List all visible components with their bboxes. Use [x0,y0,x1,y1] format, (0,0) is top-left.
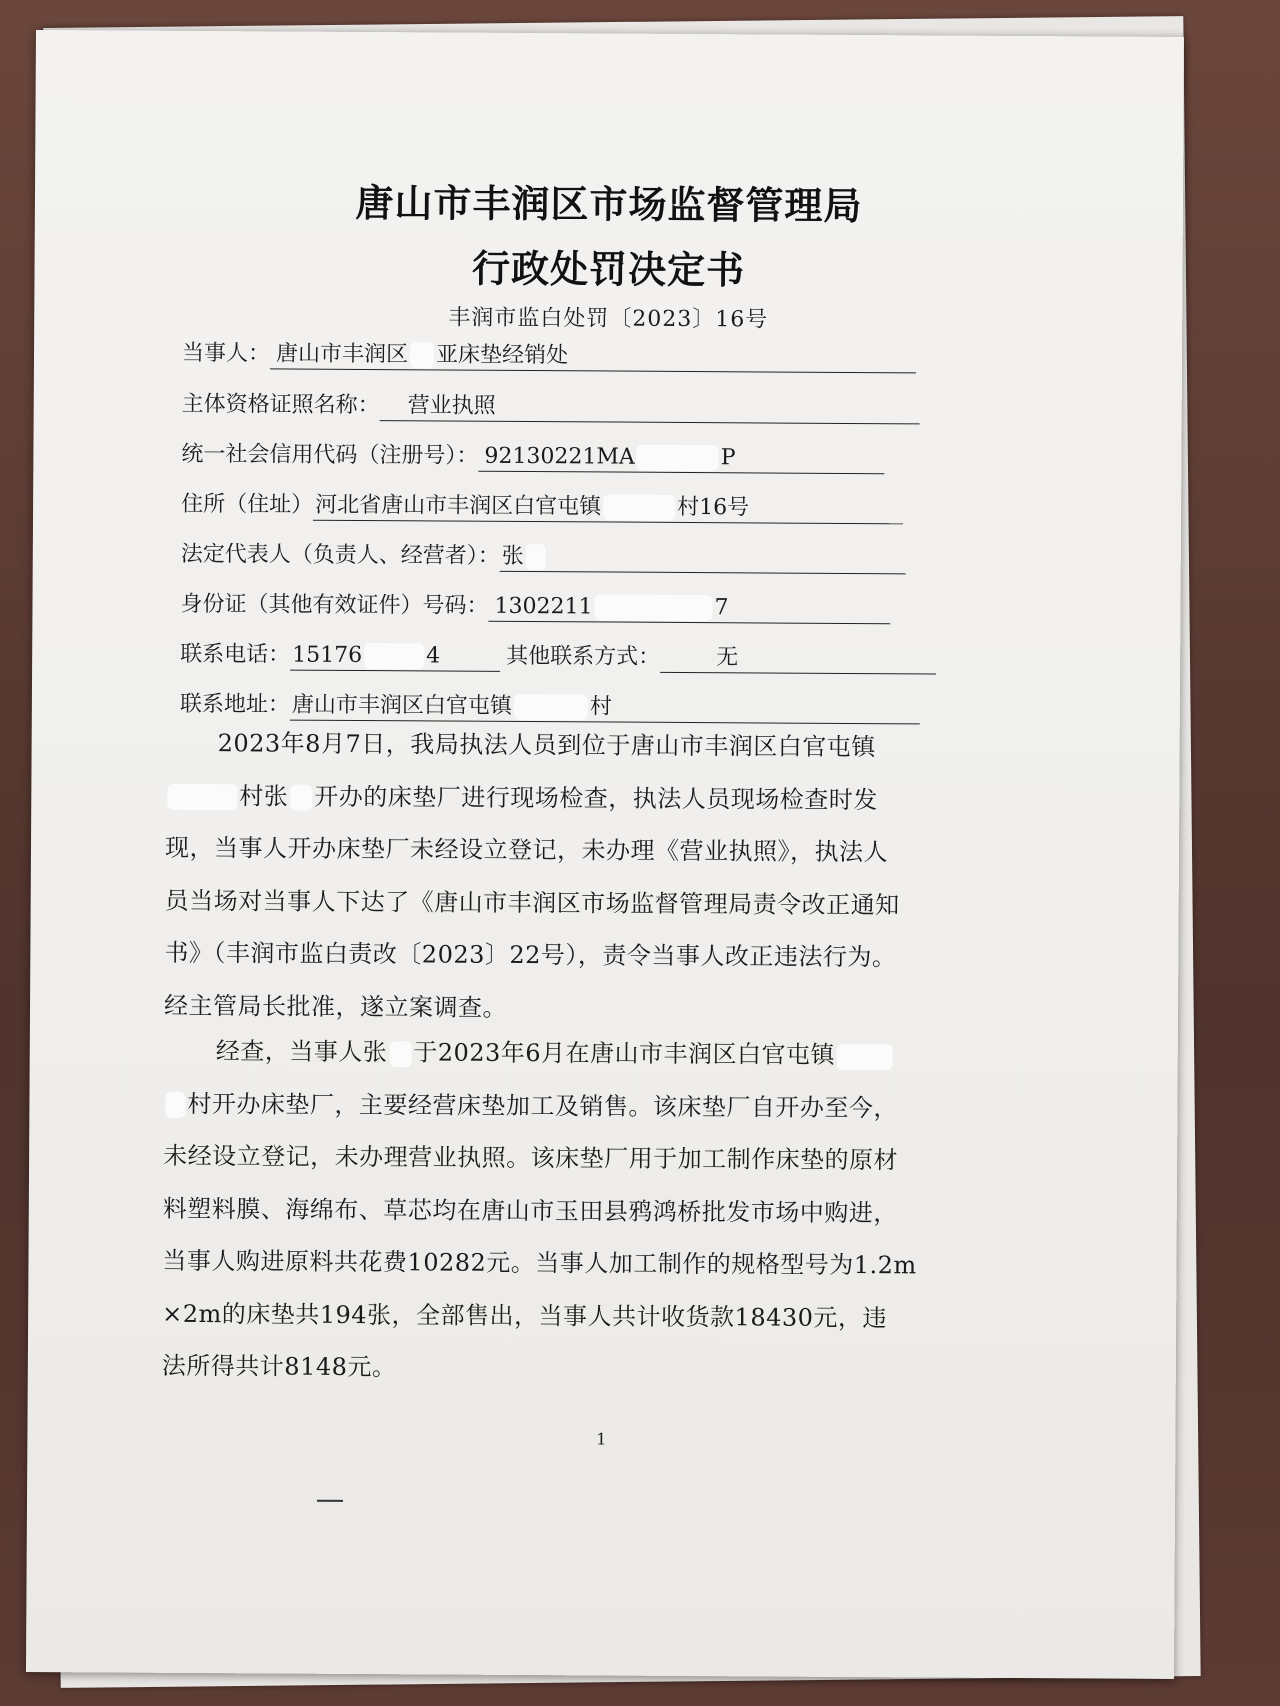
phone-part2: 4 [426,643,441,669]
address-part2: 村16号 [677,494,750,521]
id-number-field [180,589,890,625]
document-page [26,30,1184,1679]
redaction-mark [290,785,312,811]
address-field [181,489,903,525]
phone-value [290,640,500,672]
license-label: 主体资格证照名称： [181,391,380,419]
credit-code-part1: 92130221MA [484,443,635,470]
legal-representative-field [181,539,906,575]
legal-representative-label: 法定代表人（负责人、经营者）： [180,541,500,569]
redaction-mark [837,1043,893,1069]
id-number-part1: 1302211 [494,593,593,620]
paragraph-line: 经主管局长批准，遂立案调查。 [163,991,508,1022]
redaction-mark [410,342,434,368]
paragraph-line: 未经设立登记，未办理营业执照。该床垫厂用于加工制作床垫的原材 [163,1141,899,1175]
address-value [313,490,903,525]
paragraph-fragment: 经查，当事人张 [215,1037,388,1067]
address-label: 住所（住址） [181,491,314,518]
paragraph-line: 现，当事人开办床垫厂未经设立登记，未办理《营业执照》，执法人 [164,833,889,867]
findings-paragraph [162,1025,1044,1398]
issuer-title: 唐山市丰润区市场监督管理局 [355,180,863,229]
paragraph-fragment: 于2023年6月在唐山市丰润区白官屯镇 [413,1038,836,1069]
other-contact-label: 其他联系方式： [506,643,661,670]
paragraph-line: 当事人购进原料共花费10282元。当事人加工制作的规格型号为1.2m [162,1246,917,1280]
paragraph-fragment: 开办的床垫厂进行现场检查，执法人员现场检查时发 [314,782,878,814]
credit-code-part2: P [720,445,736,471]
legal-representative-name: 张 [501,543,524,569]
party-label: 当事人： [181,340,271,367]
redaction-mark [165,1092,185,1118]
redaction-mark [637,445,719,472]
credit-code-field [181,439,884,475]
phone-part1: 15176 [292,642,363,669]
redaction-mark [364,643,424,669]
paragraph-line: 2023年8月7日，我局执法人员到位于唐山市丰润区白官屯镇 [217,729,876,762]
paragraph-line: 料塑料膜、海绵布、草芯均在唐山市玉田县鸦鸿桥批发市场中购进， [162,1194,898,1227]
phone-label: 联系电话： [180,641,291,668]
redaction-mark [526,544,546,570]
other-contact-value: 无 [660,642,936,675]
paragraph-line: 员当场对当事人下达了《唐山市丰润区市场监督管理局责令改正通知 [164,886,900,919]
footer-dash [317,1500,343,1502]
party-value [270,338,916,373]
paragraph-line [164,1025,1044,1083]
inspection-paragraph [164,717,1046,1037]
paragraph-line [163,1077,1043,1135]
contact-address-label: 联系地址： [179,691,290,718]
license-field [182,389,920,426]
party-value-part1: 唐山市丰润区 [275,341,409,368]
redaction-mark [603,494,675,520]
credit-code-label: 统一社会信用代码（注册号）： [181,441,479,469]
redaction-mark [514,694,588,720]
redaction-mark [167,784,237,810]
contact-address-part1: 唐山市丰润区白官屯镇 [291,692,512,719]
redaction-mark [594,594,712,621]
paragraph-line: 法所得共计8148元。 [161,1351,397,1382]
paragraph-line: ×2m的床垫共194张，全部售出，当事人共计收货款18430元，违 [162,1299,888,1332]
page-number: 1 [596,1429,607,1449]
paragraph-fragment: 村开办床垫厂，主要经营床垫加工及销售。该床垫厂自开办至今， [187,1089,899,1122]
id-number-value [488,591,890,624]
credit-code-value [478,441,884,474]
phone-field [180,639,936,676]
document-title: 行政处罚决定书 [471,246,746,293]
legal-representative-value [500,541,906,574]
document-number: 丰润市监白处罚〔2023〕16号 [448,305,769,333]
paragraph-line [165,769,1045,827]
contact-address-part2: 村 [589,694,612,720]
id-number-part2: 7 [714,595,729,621]
license-value: 营业执照 [380,390,920,424]
paragraph-line: 书》（丰润市监白责改〔2023〕22号），责令当事人改正违法行为。 [164,938,897,972]
id-number-label: 身份证（其他有效证件）号码： [180,591,489,619]
redaction-mark [389,1041,411,1067]
address-part1: 河北省唐山市丰润区白官屯镇 [315,492,602,520]
party-value-part2: 亚床垫经销处 [435,342,569,369]
paragraph-fragment: 村张 [239,781,289,811]
party-field [182,338,916,374]
